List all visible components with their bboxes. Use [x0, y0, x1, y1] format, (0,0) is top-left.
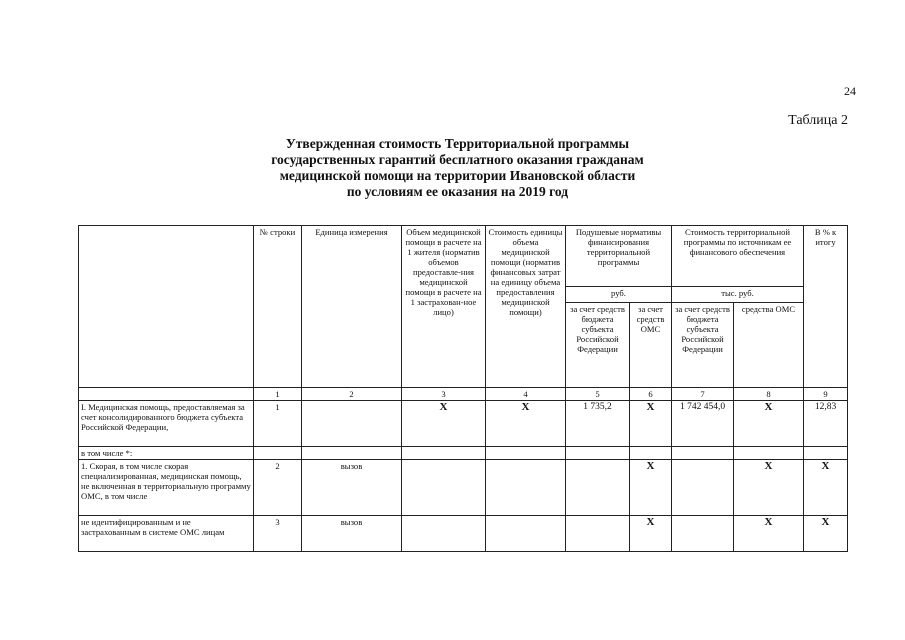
column-number-cell: 1 [254, 388, 302, 401]
row-label: 1. Скорая, в том числе скорая специализированная, медицинская помощь, не включенная в территориальную программу ОМС, в том числе [79, 460, 254, 516]
column-number-cell: 5 [566, 388, 630, 401]
column-number-cell [79, 388, 254, 401]
row-label: в том числе *: [79, 447, 254, 460]
header-percent: В % к итогу [804, 226, 848, 388]
row-per-capita-budget [566, 447, 630, 460]
row-program-budget: 1 742 454,0 [672, 401, 734, 447]
column-number-cell: 4 [486, 388, 566, 401]
row-label: не идентифицированным и не застрахованным в системе ОМС лицам [79, 516, 254, 552]
row-volume [402, 516, 486, 552]
header-per-capita-budget: за счет средств бюджета субъекта Российской Федерации [566, 303, 630, 388]
header-per-capita-oms: за счет средств ОМС [630, 303, 672, 388]
table-row [79, 447, 848, 460]
header-program-cost-unit: тыс. руб. [672, 287, 804, 303]
row-unit [302, 401, 402, 447]
row-program-oms: X [734, 516, 804, 552]
table-label: Таблица 2 [788, 113, 848, 128]
row-unit [302, 447, 402, 460]
header-row-number: № строки [254, 226, 302, 388]
column-number-cell: 9 [804, 388, 848, 401]
row-unit-cost [486, 460, 566, 516]
row-per-capita-budget [566, 516, 630, 552]
row-number [254, 447, 302, 460]
document-title [215, 136, 700, 200]
header-unit: Единица измерения [302, 226, 402, 388]
row-per-capita-budget: 1 735,2 [566, 401, 630, 447]
table-row [79, 460, 848, 516]
column-number-cell: 3 [402, 388, 486, 401]
row-volume [402, 460, 486, 516]
title-line: по условиям ее оказания на 2019 год [346, 184, 569, 199]
table-row [79, 401, 848, 447]
row-label: I. Медицинская помощь, предоставляемая за счет консолидированного бюджета субъекта Российской Федерации, [79, 401, 254, 447]
row-program-oms: X [734, 460, 804, 516]
column-number-cell: 2 [302, 388, 402, 401]
row-unit-cost: X [486, 401, 566, 447]
row-percent: X [804, 460, 848, 516]
row-volume: X [402, 401, 486, 447]
row-unit-cost [486, 516, 566, 552]
row-per-capita-oms: X [630, 401, 672, 447]
header-unit-cost: Стоимость единицы объема медицинской помощи (норматив финансовых затрат на единицу объема предоставления медицинской помощи) [486, 226, 566, 388]
row-per-capita-oms: X [630, 516, 672, 552]
header-volume: Объем медицинской помощи в расчете на 1 жителя (норматив объемов предоставле-ния медицинской помощи в расчете на 1 застрахован-ное лицо) [402, 226, 486, 388]
row-program-budget [672, 516, 734, 552]
table-row [79, 516, 848, 552]
row-program-oms: X [734, 401, 804, 447]
title-line: Утвержденная стоимость Территориальной программы [285, 136, 630, 151]
title-line: государственных гарантий бесплатного оказания гражданам [271, 152, 644, 167]
row-percent [804, 447, 848, 460]
page-number: 24 [844, 84, 856, 98]
header-program-oms: средства ОМС [734, 303, 804, 388]
row-number: 1 [254, 401, 302, 447]
row-volume [402, 447, 486, 460]
header-empty-cell [79, 226, 254, 388]
title-line: медицинской помощи на территории Ивановской области [279, 168, 636, 183]
header-program-cost: Стоимость территориальной программы по источникам ее финансового обеспечения [672, 226, 804, 287]
row-unit-cost [486, 447, 566, 460]
row-percent: 12,83 [804, 401, 848, 447]
row-program-oms [734, 447, 804, 460]
row-number: 2 [254, 460, 302, 516]
row-per-capita-oms: X [630, 460, 672, 516]
row-program-budget [672, 460, 734, 516]
cost-table [78, 225, 848, 552]
row-program-budget [672, 447, 734, 460]
row-per-capita-oms [630, 447, 672, 460]
column-number-cell: 8 [734, 388, 804, 401]
header-per-capita: Подушевые нормативы финансирования территориальной программы [566, 226, 672, 287]
header-program-budget: за счет средств бюджета субъекта Российской Федерации [672, 303, 734, 388]
row-percent: X [804, 516, 848, 552]
row-number: 3 [254, 516, 302, 552]
column-number-cell: 7 [672, 388, 734, 401]
row-unit: вызов [302, 460, 402, 516]
row-per-capita-budget [566, 460, 630, 516]
row-unit: вызов [302, 516, 402, 552]
column-number-cell: 6 [630, 388, 672, 401]
header-per-capita-unit: руб. [566, 287, 672, 303]
